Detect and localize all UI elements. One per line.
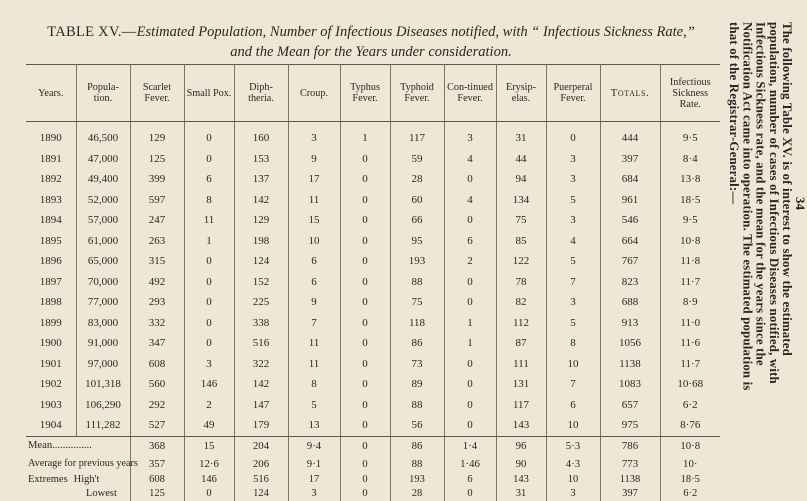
summary-cell: 0 xyxy=(444,487,496,501)
table-cell: 160 xyxy=(234,122,288,149)
table-cell: 198 xyxy=(234,231,288,252)
table-cell: 147 xyxy=(234,395,288,416)
table-cell: 1056 xyxy=(600,333,660,354)
summary-cell: 17 xyxy=(288,473,340,487)
table-cell: 3 xyxy=(444,122,496,149)
table-cell: 11 xyxy=(288,354,340,375)
extremes-high-label: High't xyxy=(73,474,100,485)
extremes-title: Extremes xyxy=(28,474,68,485)
table-cell: 399 xyxy=(130,169,184,190)
table-cell: 293 xyxy=(130,292,184,313)
table-cell: 73 xyxy=(390,354,444,375)
table-cell: 86 xyxy=(390,333,444,354)
table-cell: 11·7 xyxy=(680,275,701,288)
table-cell: 397 xyxy=(600,149,660,170)
table-cell: 28 xyxy=(390,169,444,190)
table-row xyxy=(26,231,720,252)
table-cell: 179 xyxy=(234,415,288,436)
summary-cell: 5·3 xyxy=(546,436,600,455)
table-cell: 1893 xyxy=(26,190,76,211)
table-cell: 516 xyxy=(234,333,288,354)
column-header: Scarlet Fever. xyxy=(130,65,184,122)
column-header: Con-tinued Fever. xyxy=(444,65,496,122)
table-cell: 129 xyxy=(234,210,288,231)
summary-cell: 125 xyxy=(130,487,184,501)
summary-cell: 18·5 xyxy=(680,474,700,485)
table-cell: 0 xyxy=(184,122,234,149)
table-cell: 332 xyxy=(130,313,184,334)
table-cell: 91,000 xyxy=(76,333,130,354)
column-header: Diph-theria. xyxy=(234,65,288,122)
table-cell: 1900 xyxy=(26,333,76,354)
summary-cell: 96 xyxy=(496,436,546,455)
table-cell: 7 xyxy=(288,313,340,334)
table-row xyxy=(26,169,720,190)
summary-row xyxy=(26,487,720,501)
table-cell: 657 xyxy=(600,395,660,416)
table-cell: 2 xyxy=(184,395,234,416)
summary-cell: 3 xyxy=(288,487,340,501)
table-cell: 112 xyxy=(496,313,546,334)
summary-cell: 143 xyxy=(496,473,546,487)
table-cell: 1904 xyxy=(26,415,76,436)
table-summary xyxy=(26,436,720,501)
extremes-label xyxy=(26,473,130,487)
extremes-low-label: Lowest xyxy=(26,487,130,501)
table-cell: 0 xyxy=(340,333,390,354)
summary-cell: 0 xyxy=(184,487,234,501)
table-cell: 10 xyxy=(546,354,600,375)
table-cell: 1898 xyxy=(26,292,76,313)
table-cell: 87 xyxy=(496,333,546,354)
table-cell: 6 xyxy=(444,231,496,252)
title-italic-1: Estimated Population, Number of Infectious Diseases notified, with “ Infectious Sickness Rate,” xyxy=(136,24,695,40)
table-cell: 0 xyxy=(340,272,390,293)
table-cell: 142 xyxy=(234,374,288,395)
summary-label: Average for previous years xyxy=(26,455,130,473)
column-header: Small Pox. xyxy=(184,65,234,122)
side-note-line: population, number of cases of Infectious Diseases notified, with xyxy=(766,22,781,384)
table-cell: 1892 xyxy=(26,169,76,190)
summary-cell: 146 xyxy=(184,473,234,487)
table-cell: 66 xyxy=(390,210,444,231)
table-cell: 13·8 xyxy=(680,173,701,186)
table-cell: 49,400 xyxy=(76,169,130,190)
table-cell: 597 xyxy=(130,190,184,211)
table-row xyxy=(26,354,720,375)
table-cell: 0 xyxy=(444,354,496,375)
table-cell: 0 xyxy=(340,169,390,190)
table-cell: 6 xyxy=(184,169,234,190)
table-cell: 124 xyxy=(234,251,288,272)
column-header: Years. xyxy=(26,65,76,122)
summary-cell: 124 xyxy=(234,487,288,501)
table-cell: 8·9 xyxy=(682,296,698,309)
column-header: Popula-tion. xyxy=(76,65,130,122)
summary-cell: 9·4 xyxy=(288,436,340,455)
table-cell: 18·5 xyxy=(680,193,701,206)
table-cell: 117 xyxy=(390,122,444,149)
summary-cell: 773 xyxy=(600,455,660,473)
table-cell: 1 xyxy=(444,313,496,334)
table-cell: 9 xyxy=(288,292,340,313)
summary-cell: 4·3 xyxy=(546,455,600,473)
column-header: Infectious Sickness Rate. xyxy=(660,65,720,122)
table-cell: 117 xyxy=(496,395,546,416)
table-cell: 0 xyxy=(444,210,496,231)
table-cell: 823 xyxy=(600,272,660,293)
table-cell: 688 xyxy=(600,292,660,313)
table-cell: 61,000 xyxy=(76,231,130,252)
table-cell: 88 xyxy=(390,395,444,416)
table-cell: 8·4 xyxy=(682,152,698,165)
table-cell: 560 xyxy=(130,374,184,395)
table-cell: 0 xyxy=(340,231,390,252)
table-cell: 31 xyxy=(496,122,546,149)
table-cell: 0 xyxy=(444,374,496,395)
table-cell: 347 xyxy=(130,333,184,354)
table-cell: 263 xyxy=(130,231,184,252)
summary-label: Mean............... xyxy=(26,436,130,455)
table-cell: 11·8 xyxy=(680,255,701,268)
summary-cell: 0 xyxy=(340,436,390,455)
table-cell: 0 xyxy=(340,190,390,211)
table-cell: 9 xyxy=(288,149,340,170)
table-cell: 11·0 xyxy=(680,316,701,329)
table-cell: 111 xyxy=(496,354,546,375)
table-cell: 0 xyxy=(444,272,496,293)
table-cell: 152 xyxy=(234,272,288,293)
table-cell: 94 xyxy=(496,169,546,190)
table-cell: 111,282 xyxy=(76,415,130,436)
table-cell: 664 xyxy=(600,231,660,252)
table-cell: 0 xyxy=(340,210,390,231)
table-cell: 7 xyxy=(546,272,600,293)
table-cell: 0 xyxy=(184,292,234,313)
summary-cell: 1138 xyxy=(600,473,660,487)
table-cell: 0 xyxy=(340,313,390,334)
table-cell: 3 xyxy=(184,354,234,375)
table-cell: 60 xyxy=(390,190,444,211)
summary-cell: 15 xyxy=(184,436,234,455)
column-header: Typhoid Fever. xyxy=(390,65,444,122)
table-cell: 1083 xyxy=(600,374,660,395)
table-cell: 338 xyxy=(234,313,288,334)
table-cell: 59 xyxy=(390,149,444,170)
summary-row xyxy=(26,473,720,487)
table-cell: 10 xyxy=(546,415,600,436)
side-note-line: Notification Act came into operation. The estimated population is xyxy=(740,22,755,391)
table-cell: 78 xyxy=(496,272,546,293)
summary-row xyxy=(26,455,720,473)
summary-cell: 357 xyxy=(130,455,184,473)
table-cell: 6 xyxy=(288,272,340,293)
table-cell: 0 xyxy=(340,395,390,416)
table-cell: 767 xyxy=(600,251,660,272)
table-cell: 8·76 xyxy=(660,415,720,436)
table-cell: 131 xyxy=(496,374,546,395)
table-cell: 225 xyxy=(234,292,288,313)
table-cell: 13 xyxy=(288,415,340,436)
summary-cell: 10· xyxy=(683,457,698,470)
table-cell: 95 xyxy=(390,231,444,252)
table-cell: 1890 xyxy=(26,122,76,149)
table-cell: 11·7 xyxy=(680,357,701,370)
table-cell: 1901 xyxy=(26,354,76,375)
table-row xyxy=(26,272,720,293)
table-cell: 106,290 xyxy=(76,395,130,416)
table-cell: 134 xyxy=(496,190,546,211)
table-cell: 546 xyxy=(600,210,660,231)
table-cell: 4 xyxy=(444,149,496,170)
table-cell: 0 xyxy=(444,292,496,313)
table-cell: 913 xyxy=(600,313,660,334)
table-cell: 315 xyxy=(130,251,184,272)
table-cell: 0 xyxy=(340,292,390,313)
table-row xyxy=(26,122,720,149)
table-cell: 0 xyxy=(184,272,234,293)
table-cell: 4 xyxy=(546,231,600,252)
table-cell: 89 xyxy=(390,374,444,395)
table-cell: 125 xyxy=(130,149,184,170)
table-cell: 10·68 xyxy=(677,378,704,391)
table-cell: 142 xyxy=(234,190,288,211)
summary-cell: 786 xyxy=(600,436,660,455)
summary-cell: 88 xyxy=(390,455,444,473)
title-lead: TABLE XV.— xyxy=(47,24,137,40)
table-cell: 101,318 xyxy=(76,374,130,395)
column-header: Totals. xyxy=(600,65,660,122)
table-row xyxy=(26,210,720,231)
table-cell: 1 xyxy=(340,122,390,149)
column-header: Erysip-elas. xyxy=(496,65,546,122)
table-cell: 65,000 xyxy=(76,251,130,272)
table-cell: 1897 xyxy=(26,272,76,293)
summary-cell: 608 xyxy=(130,473,184,487)
table-cell: 3 xyxy=(546,169,600,190)
table-cell: 44 xyxy=(496,149,546,170)
summary-cell: 0 xyxy=(340,455,390,473)
column-header: Croup. xyxy=(288,65,340,122)
summary-cell: 10 xyxy=(546,473,600,487)
table-cell: 0 xyxy=(184,313,234,334)
table-title xyxy=(26,22,716,62)
table-cell: 143 xyxy=(496,415,546,436)
table-row xyxy=(26,395,720,416)
summary-cell: 0 xyxy=(340,487,390,501)
table-cell: 1896 xyxy=(26,251,76,272)
table-cell: 3 xyxy=(546,210,600,231)
table-cell: 1891 xyxy=(26,149,76,170)
table-row xyxy=(26,251,720,272)
table-cell: 118 xyxy=(390,313,444,334)
table-cell: 961 xyxy=(600,190,660,211)
table-cell: 11·6 xyxy=(680,337,701,350)
table-row xyxy=(26,374,720,395)
table-cell: 129 xyxy=(130,122,184,149)
summary-cell: 1·46 xyxy=(444,455,496,473)
summary-cell: 86 xyxy=(390,436,444,455)
table-cell: 0 xyxy=(340,415,390,436)
table-cell: 75 xyxy=(390,292,444,313)
summary-cell: 397 xyxy=(600,487,660,501)
table-cell: 146 xyxy=(184,374,234,395)
table-row xyxy=(26,292,720,313)
table-cell: 492 xyxy=(130,272,184,293)
title-italic-2: and the Mean for the Years under consideration. xyxy=(230,44,512,60)
table-cell: 6·2 xyxy=(682,398,698,411)
table-cell: 322 xyxy=(234,354,288,375)
table-cell: 83,000 xyxy=(76,313,130,334)
table-cell: 10·8 xyxy=(680,234,701,247)
table-cell: 11 xyxy=(288,333,340,354)
infectious-diseases-table xyxy=(26,64,720,501)
table-cell: 2 xyxy=(444,251,496,272)
table-cell: 6 xyxy=(546,395,600,416)
table-cell: 3 xyxy=(546,292,600,313)
table-cell: 0 xyxy=(340,374,390,395)
summary-cell: 0 xyxy=(340,473,390,487)
table-cell: 3 xyxy=(546,149,600,170)
table-cell: 82 xyxy=(496,292,546,313)
table-cell: 17 xyxy=(288,169,340,190)
table-row xyxy=(26,415,720,436)
table-cell: 247 xyxy=(130,210,184,231)
table-cell: 77,000 xyxy=(76,292,130,313)
table-cell: 1 xyxy=(184,231,234,252)
table-cell: 1138 xyxy=(600,354,660,375)
table-cell: 52,000 xyxy=(76,190,130,211)
table-cell: 1902 xyxy=(26,374,76,395)
table-cell: 153 xyxy=(234,149,288,170)
table-cell: 527 xyxy=(130,415,184,436)
table-cell: 0 xyxy=(184,149,234,170)
table-cell: 0 xyxy=(444,169,496,190)
summary-cell: 206 xyxy=(234,455,288,473)
table-cell: 70,000 xyxy=(76,272,130,293)
summary-cell: 204 xyxy=(234,436,288,455)
side-note-line: Infectious Sickness rate, and the mean for the years since the xyxy=(753,22,768,366)
side-note xyxy=(727,22,806,391)
page-number: 34 xyxy=(793,196,807,210)
table-cell: 975 xyxy=(600,415,660,436)
table-cell: 5 xyxy=(288,395,340,416)
table-cell: 0 xyxy=(340,149,390,170)
table-body xyxy=(26,122,720,437)
table-cell: 8 xyxy=(546,333,600,354)
table-row xyxy=(26,333,720,354)
table-cell: 46,500 xyxy=(76,122,130,149)
table-cell: 9·5 xyxy=(682,132,698,145)
table-cell: 11 xyxy=(288,190,340,211)
table-cell: 4 xyxy=(444,190,496,211)
table-cell: 684 xyxy=(600,169,660,190)
table-cell: 1894 xyxy=(26,210,76,231)
summary-cell: 6 xyxy=(444,473,496,487)
table-cell: 56 xyxy=(390,415,444,436)
table-cell: 137 xyxy=(234,169,288,190)
summary-cell: 368 xyxy=(130,436,184,455)
table-cell: 0 xyxy=(444,415,496,436)
summary-cell: 9·1 xyxy=(288,455,340,473)
summary-row xyxy=(26,436,720,455)
table-cell: 3 xyxy=(288,122,340,149)
table-cell: 1895 xyxy=(26,231,76,252)
table-cell: 292 xyxy=(130,395,184,416)
table-cell: 75 xyxy=(496,210,546,231)
table-cell: 7 xyxy=(546,374,600,395)
summary-cell: 12·6 xyxy=(184,455,234,473)
table-cell: 5 xyxy=(546,251,600,272)
side-note-line: that of the Registrar-General:— xyxy=(727,22,742,205)
side-note-line: The following Table XV. is of interest to show the estimated xyxy=(780,22,795,356)
table-header xyxy=(26,65,720,122)
table-cell: 47,000 xyxy=(76,149,130,170)
table-cell: 5 xyxy=(546,313,600,334)
title-line-1 xyxy=(26,22,716,42)
table-cell: 0 xyxy=(340,354,390,375)
table-row xyxy=(26,313,720,334)
summary-cell: 3 xyxy=(546,487,600,501)
table-cell: 97,000 xyxy=(76,354,130,375)
table-cell: 6 xyxy=(288,251,340,272)
table-cell: 0 xyxy=(184,333,234,354)
summary-cell: 10·8 xyxy=(680,439,701,452)
table-cell: 0 xyxy=(444,395,496,416)
title-line-2 xyxy=(26,42,716,62)
table-cell: 193 xyxy=(390,251,444,272)
table-cell: 0 xyxy=(184,251,234,272)
table-cell: 5 xyxy=(546,190,600,211)
table-cell: 10 xyxy=(288,231,340,252)
table-cell: 0 xyxy=(546,122,600,149)
table-cell: 8 xyxy=(288,374,340,395)
table-row xyxy=(26,190,720,211)
table-cell: 1899 xyxy=(26,313,76,334)
summary-cell: 6·2 xyxy=(683,488,698,499)
column-header: Puerperal Fever. xyxy=(546,65,600,122)
table-cell: 8 xyxy=(184,190,234,211)
table-cell: 57,000 xyxy=(76,210,130,231)
summary-cell: 31 xyxy=(496,487,546,501)
summary-cell: 28 xyxy=(390,487,444,501)
table-cell: 608 xyxy=(130,354,184,375)
table-cell: 15 xyxy=(288,210,340,231)
summary-cell: 516 xyxy=(234,473,288,487)
table-cell: 49 xyxy=(184,415,234,436)
summary-cell: 90 xyxy=(496,455,546,473)
table-row xyxy=(26,149,720,170)
table-cell: 1 xyxy=(444,333,496,354)
table-cell: 0 xyxy=(340,251,390,272)
table-cell: 88 xyxy=(390,272,444,293)
table-cell: 444 xyxy=(600,122,660,149)
table-cell: 11 xyxy=(184,210,234,231)
column-header: Typhus Fever. xyxy=(340,65,390,122)
table-cell: 85 xyxy=(496,231,546,252)
table-cell: 122 xyxy=(496,251,546,272)
summary-cell: 1·4 xyxy=(444,436,496,455)
table-cell: 9·5 xyxy=(682,214,698,227)
summary-cell: 193 xyxy=(390,473,444,487)
table-cell: 1903 xyxy=(26,395,76,416)
